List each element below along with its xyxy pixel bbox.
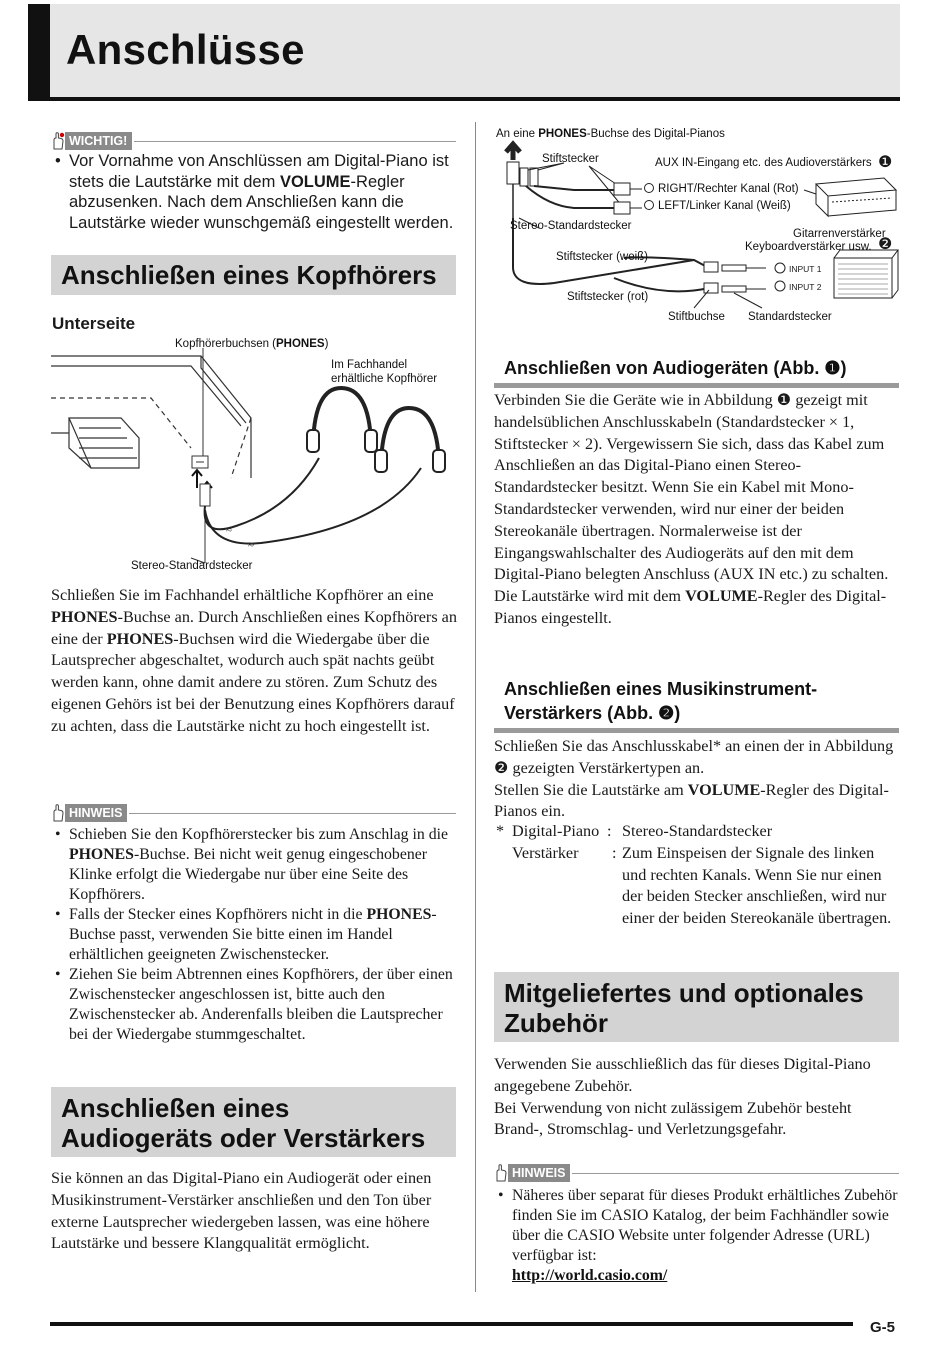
section-heading-headphones: Anschließen eines Kopfhörers [51, 255, 456, 295]
note-label-row-right [494, 1163, 899, 1183]
note-label-row-left [51, 803, 456, 823]
accessories-note [494, 1186, 904, 1286]
section-heading-audio: Anschließen eines Audiogeräts oder Verstärkers [51, 1087, 456, 1157]
warning-label-row [51, 131, 456, 151]
note-item: • Näheres über separat für dieses Produkt erhältliches Zubehör finden Sie im CASIO Katalog, der beim Fachhändler sowie über die CASIO Website unter folgender Adresse (URL) verfügbar ist: http://world.casio.com/ [494, 1186, 904, 1286]
section-heading-accessories: Mitgeliefertes und optionales Zubehör [494, 972, 899, 1042]
fig-top-label: An eine PHONES-Buchse des Digital-Pianos [496, 128, 725, 140]
pin-jack-label: Stiftbuchse [668, 311, 725, 323]
input-1-label: INPUT 1 [789, 264, 822, 274]
note-item: • Ziehen Sie beim Abtrennen eines Kopfhörers, der über einen Zwischenstecker angeschlossen ist, bitte auch den Zwischenstecker ab. Anderenfalls bleiben die Lautsprecher bei der Wiedergabe stummgeschaltet. [51, 965, 461, 1045]
accessories-body: Verwenden Sie ausschließlich das für dieses Digital-Piano angegebene Zubehör. Bei Verwendung von nicht zulässigem Zubehör besteht Brand-, Stromschlag- und Verletzungsgefahr. [494, 1055, 871, 1139]
instrument-amp-body: Schließen Sie das Anschlusskabel* an einen der in Abbildung ❷ gezeigten Verstärkertypen an. Stellen Sie die Lautstärke am VOLUME-Regler des Digital-Pianos ein. [494, 737, 894, 821]
svg-text:≈: ≈ [248, 539, 255, 551]
warning-badge: WICHTIG! [65, 132, 132, 150]
audio-body-text: Sie können an das Digital-Piano ein Audiogerät oder einen Musikinstrument-Verstärker anschließen und den Ton über externe Lautsprecher wiedergeben lassen, was eine höhere Lautstärke und bessere Klangqualität ermöglicht. [51, 1169, 432, 1253]
note-rule-left [129, 813, 456, 814]
page-title: Anschlüsse [66, 26, 305, 73]
stereo-plug-label: Stereo-Standardstecker [131, 560, 253, 572]
right-channel-label: RIGHT/Rechter Kanal (Rot) [658, 183, 799, 195]
note-rule-right [572, 1173, 899, 1174]
page-number: G-5 [870, 1319, 896, 1336]
left-channel-label: LEFT/Linker Kanal (Weiß) [658, 200, 791, 212]
header-rule [28, 97, 900, 101]
warning-rule [134, 141, 456, 142]
phones-jacks-label: Kopfhörerbuchsen (PHONES) [175, 338, 329, 350]
column-divider [475, 122, 476, 1292]
pin-plug-label: Stiftstecker [542, 153, 599, 165]
warning-text [51, 151, 463, 233]
figure-marker-2: ❷ [878, 236, 893, 253]
note-item: • Schieben Sie den Kopfhörerstecker bis zum Anschlag in die PHONES-Buchse. Bei nicht weit genug eingeschobener Klinke erfolgt die Wiedergabe nur über eine Seite des Kopfhörers. [51, 825, 461, 905]
headphone-body-text: Schließen Sie im Fachhandel erhältliche Kopfhörer an eine PHONES-Buchse an. Durch Anschließen eines Kopfhörers an eine der PHONES-Buchsen wird die Wiedergabe über die Lautsprecher abgeschaltet, wodurch auch spät nachts geübt werden kann, ohne damit andere zu stören. Zum Schutz des eigenen Gehörs ist bei der Benutzung eines Kopfhörers darauf zu achten, dass die Lautstärke nicht zu hoch eingestellt ist. [51, 586, 457, 735]
std-plug-label: Standardstecker [748, 311, 832, 323]
sub-heading-audio-devices: Anschließen von Audiogeräten (Abb. ❶) [494, 356, 899, 388]
header-bar [28, 4, 50, 98]
keyboard-amp-label: Keyboardverstärker usw. [745, 241, 872, 253]
casio-url-link[interactable]: http://world.casio.com/ [512, 1267, 668, 1284]
note-badge-right: HINWEIS [508, 1164, 570, 1182]
warning-hand-icon [51, 132, 65, 150]
aux-in-label: AUX IN-Eingang etc. des Audioverstärkers [655, 157, 872, 169]
svg-text:≈: ≈ [226, 524, 233, 536]
sub-heading-instrument-amp: Anschließen eines Musikinstrument- Verstärkers (Abb. ❷) [494, 677, 899, 733]
note-icon [51, 804, 65, 822]
note-icon [494, 1164, 508, 1182]
note-item: • Falls der Stecker eines Kopfhörers nicht in die PHONES-Buchse passt, verwenden Sie bitte einen im Handel erhältlichen geeigneten Zwischenstecker. [51, 905, 461, 965]
fig-stereo-plug-label: Stereo-Standardstecker [510, 220, 632, 232]
audio-devices-body: Verbinden Sie die Geräte wie in Abbildung ❶ gezeigt mit handelsüblichen Anschlusskabeln (Standardstecker × 1, Stiftstecker × 2). Vergewissern Sie sich, dass das Kabel zum Anschließen an das Digital-Piano einen Stereo-Standardstecker besitzt. Wenn Sie ein Kabel mit Mono-Standardstecker verwenden, wird nur einer der beiden Stereokanäle übertragen. Normalerweise ist der Eingangswahlschalter des Audiogeräts auf den mit dem Digital-Piano belegten Anschluss (AUX IN etc.) zu schalten. Die Lautstärke wird mit dem VOLUME-Regler des Digital-Pianos eingestellt. [494, 391, 889, 627]
input-2-label: INPUT 2 [789, 282, 822, 292]
retail-headphones-label: Im Fachhandel erhältliche Kopfhörer [331, 359, 438, 385]
figure-marker-1: ❶ [878, 154, 893, 171]
pin-red-label: Stiftstecker (rot) [567, 291, 649, 303]
page-header [28, 4, 900, 98]
footer-rule [50, 1322, 853, 1326]
guitar-amp-label: Gitarrenverstärker [793, 228, 886, 240]
warning-item: • Vor Vornahme von Anschlüssen am Digital-Piano ist stets die Lautstärke mit dem VOLUME-Regler abzusenken. Nach dem Anschließen kann die Lautstärke wieder wunschgemäß eingestellt werden. [51, 151, 463, 233]
headphone-notes [51, 825, 461, 1045]
note-badge-left: HINWEIS [65, 804, 127, 822]
underside-label: Unterseite [52, 314, 136, 333]
pin-white-label: Stiftstecker (weiß) [556, 251, 649, 263]
